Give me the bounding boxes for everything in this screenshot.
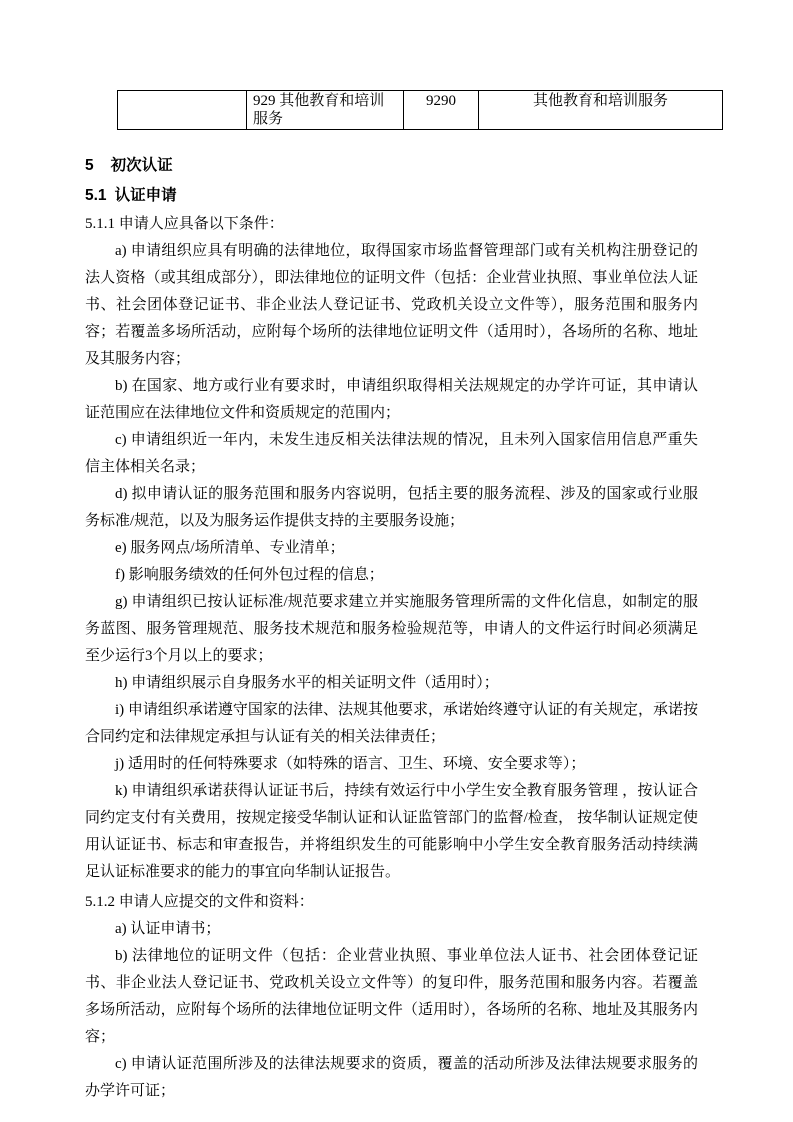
clause-5-1-1: 5.1.1 申请人应具备以下条件： xyxy=(85,216,284,232)
item-5-1-1-c: c) 申请组织近一年内，未发生违反相关法律法规的情况，且未列入国家信用信息严重失信主体相关名录； xyxy=(85,432,698,475)
item-5-1-1-g: g) 申请组织已按认证标准/规范要求建立并实施服务管理所需的文件化信息，如制定的服务蓝图、服务管理规范、服务技术规范和服务检验规范等，申请人的文件运行时间必须满足至少运行3个月以上的要求； xyxy=(85,594,698,664)
table-cell-service-name: 其他教育和培训服务 xyxy=(479,91,723,130)
item-5-1-1-k: k) 申请组织承诺获得认证证书后，持续有效运行中小学生安全教育服务管理 ，按认证合同约定支付有关费用，按规定接受华制认证和认证监管部门的监督/检查， 按华制认证规定使用认证证书、标志和审查报告，并将组织发生的可能影响中小学生安全教育服务活动持续满足认证标准要求的能力的事宜向华制认证报告。 xyxy=(85,783,698,880)
section-heading-5 xyxy=(85,154,698,178)
subsection-heading-5-1 xyxy=(85,184,698,208)
item-5-1-1-e: e) 服务网点/场所清单、专业清单； xyxy=(115,540,345,556)
table-cell-category-name: 929 其他教育和培训服务 xyxy=(247,91,404,130)
table-cell-empty-continuation xyxy=(118,91,247,130)
item-5-1-1-i: i) 申请组织承诺遵守国家的法律、法规其他要求，承诺始终遵守认证的有关规定，承诺按合同约定和法律规定承担与认证有关的相关法律责任； xyxy=(85,702,698,745)
subsection-title: 认证申请 xyxy=(114,187,177,204)
clause-5-1-2: 5.1.2 申请人应提交的文件和资料： xyxy=(85,894,314,910)
section-number: 5 xyxy=(85,157,94,174)
classification-table xyxy=(117,90,723,130)
item-5-1-1-b: b) 在国家、地方或行业有要求时，申请组织取得相关法规规定的办学许可证，其申请认证范围应在法律地位文件和资质规定的范围内； xyxy=(85,378,698,421)
table-cell-category-code: 9290 xyxy=(404,91,479,130)
subsection-number: 5.1 xyxy=(85,187,107,204)
item-5-1-1-j: j) 适用时的任何特殊要求（如特殊的语言、卫生、环境、安全要求等）； xyxy=(115,756,586,772)
section-title: 初次认证 xyxy=(110,157,173,174)
item-5-1-1-h: h) 申请组织展示自身服务水平的相关证明文件（适用时）； xyxy=(115,675,499,691)
table-row xyxy=(118,91,723,130)
item-5-1-1-f: f) 影响服务绩效的任何外包过程的信息； xyxy=(115,567,384,583)
item-5-1-2-a: a) 认证申请书； xyxy=(115,921,221,937)
item-5-1-1-a: a) 申请组织应具有明确的法律地位，取得国家市场监督管理部门或有关机构注册登记的法人资格（或其组成部分），即法律地位的证明文件（包括：企业营业执照、事业单位法人证书、社会团体登记证书、非企业法人登记证书、党政机关设立文件等），服务范围和服务内容；若覆盖多场所活动，应附每个场所的法律地位证明文件（适用时），各场所的名称、地址及其服务内容； xyxy=(85,243,698,367)
item-5-1-1-d: d) 拟申请认证的服务范围和服务内容说明，包括主要的服务流程、涉及的国家或行业服务标准/规范，以及为服务运作提供支持的主要服务设施； xyxy=(85,486,698,529)
item-5-1-2-b: b) 法律地位的证明文件（包括：企业营业执照、事业单位法人证书、社会团体登记证书、非企业法人登记证书、党政机关设立文件等）的复印件，服务范围和服务内容。若覆盖多场所活动，应附每个场所的法律地位证明文件（适用时），各场所的名称、地址及其服务内容； xyxy=(85,948,698,1045)
item-5-1-2-c: c) 申请认证范围所涉及的法律法规要求的资质，覆盖的活动所涉及法律法规要求服务的办学许可证； xyxy=(85,1056,698,1099)
